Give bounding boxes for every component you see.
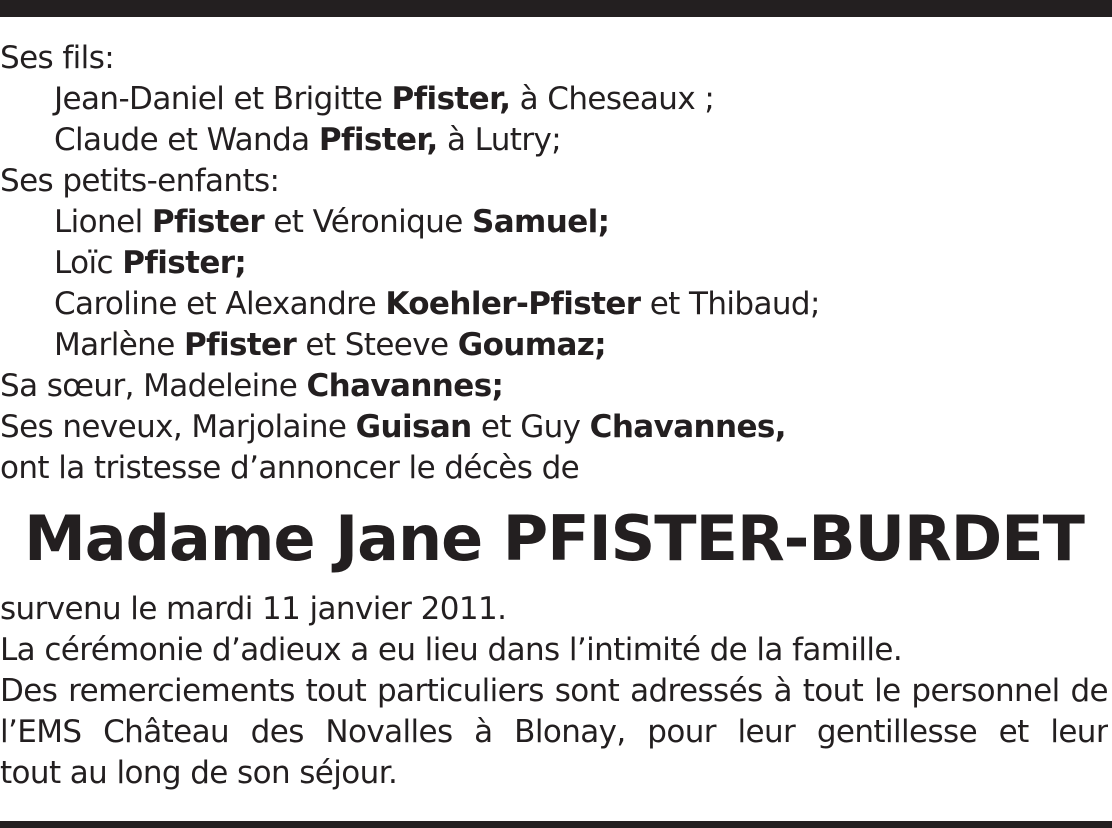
top-rule: [0, 0, 1112, 17]
grandchild-line-2: [0, 243, 1108, 284]
gc4-prefix: Marlène: [54, 327, 184, 363]
bottom-rule: [0, 821, 1112, 828]
son1-surname: Pfister,: [391, 81, 511, 117]
gc1-surname-1: Pfister: [151, 204, 265, 240]
gc1-surname-2: Samuel;: [472, 204, 610, 240]
nephews-middle: et Guy: [471, 409, 590, 445]
death-notice: [0, 38, 1108, 794]
sister-surname: Chavannes;: [306, 368, 504, 404]
son1-prefix: Jean-Daniel et Brigitte: [54, 81, 392, 117]
sons-heading: Ses fils:: [0, 40, 115, 76]
nephews-line: [0, 407, 1108, 448]
grandchild-line-4: [0, 325, 1108, 366]
thanks-line-1: Des remerciements tout particuliers sont adressés à tout le personnel de: [0, 673, 1108, 709]
ceremony-line: La cérémonie d’adieux a eu lieu dans l’intimité de la famille.: [0, 632, 903, 668]
gc3-surname: Koehler-Pfister: [385, 286, 641, 322]
gc1-middle: et Véronique: [264, 204, 473, 240]
grandchild-line-1: [0, 202, 1108, 243]
gc3-prefix: Caroline et Alexandre: [54, 286, 386, 322]
son-line-2: [0, 120, 1108, 161]
thanks-line-3: tout au long de son séjour.: [0, 755, 398, 791]
thanks-line-2: l’EMS Château des Novalles à Blonay, pour leur gentillesse et leur: [0, 714, 1108, 750]
sister-line: [0, 366, 1108, 407]
gc2-surname: Pfister;: [122, 245, 247, 281]
son-line-1: [0, 79, 1108, 120]
gc2-prefix: Loïc: [54, 245, 123, 281]
gc4-surname-2: Goumaz;: [457, 327, 607, 363]
grandchildren-heading: Ses petits-enfants:: [0, 163, 280, 199]
gc4-surname-1: Pfister: [183, 327, 297, 363]
son2-surname: Pfister,: [318, 122, 438, 158]
date-line: survenu le mardi 11 janvier 2011.: [0, 591, 507, 627]
gc3-suffix: et Thibaud;: [640, 286, 820, 322]
nephew-surname-1: Guisan: [355, 409, 472, 445]
son2-prefix: Claude et Wanda: [54, 122, 319, 158]
nephew-surname-2: Chavannes,: [589, 409, 786, 445]
nephews-prefix: Ses neveux, Marjolaine: [0, 409, 356, 445]
announcement-line: ont la tristesse d’annoncer le décès de: [0, 450, 580, 486]
son2-place: à Lutry;: [437, 122, 562, 158]
gc1-prefix: Lionel: [54, 204, 152, 240]
grandchild-line-3: [0, 284, 1108, 325]
deceased-name: Madame Jane PFISTER-BURDET: [24, 502, 1084, 575]
son1-place: à Cheseaux ;: [510, 81, 715, 117]
gc4-middle: et Steeve: [296, 327, 458, 363]
sister-prefix: Sa sœur, Madeleine: [0, 368, 307, 404]
